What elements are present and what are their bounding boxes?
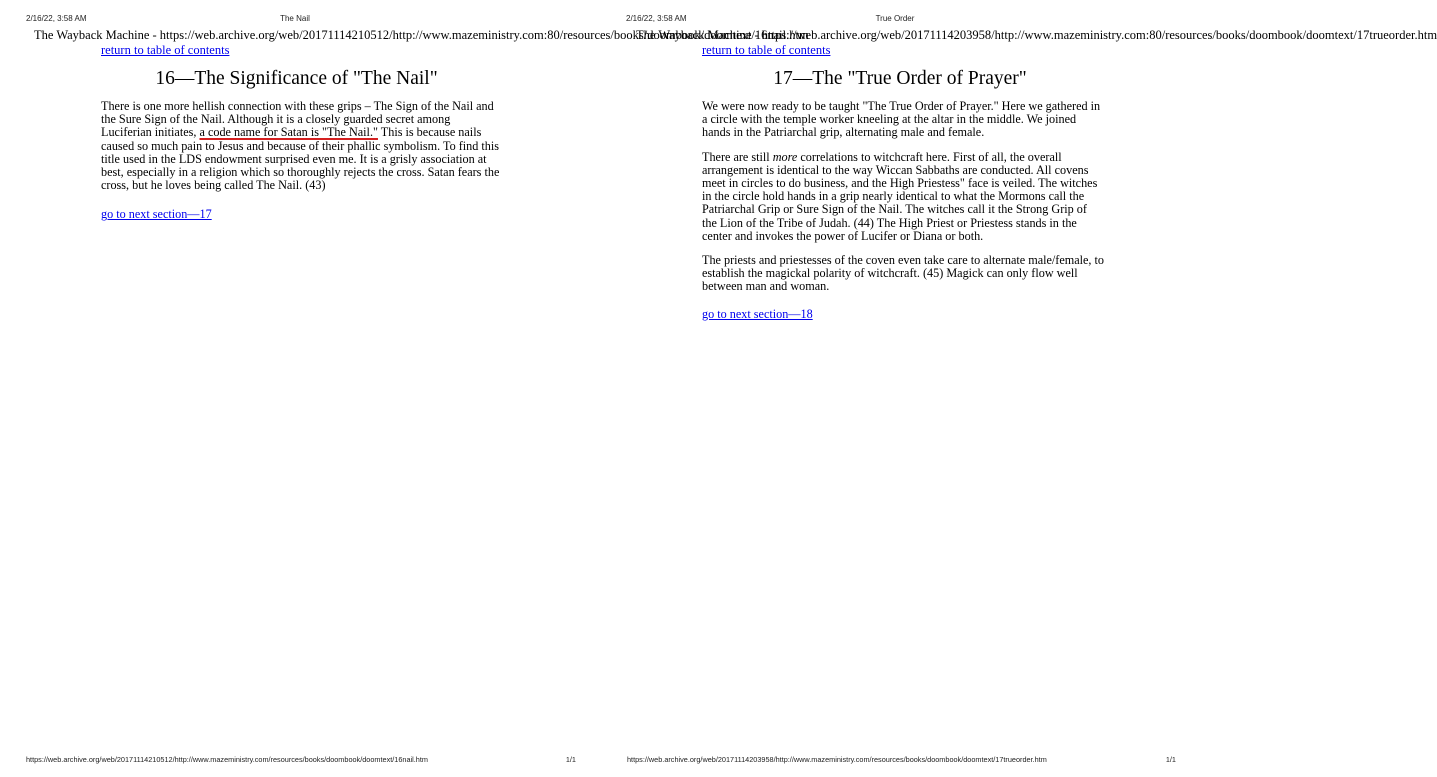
paragraph: The priests and priestesses of the coven even take care to alternate male/female, to establish the magickal polarity of witchcraft. (45) Magick can only flow well between man and woman. [702,253,1105,294]
paragraph: There are still more correlations to witchcraft here. First of all, the overall arrangement is identical to the way Wiccan Sabbaths are conducted. All covens meet in circles to do business, and the High Priestess" face is veiled. The witches in the circle hold hands in a grip nearly identical to what the Mormons call the Patriarchal Grip or Sure Sign of the Nail. The witches call it the Strong Grip of the Lion of the Tribe of Judah. (44) The High Priest or Priestess stands in the center and invokes the power of Lucifer or Diana or both. [702,149,1098,243]
red-underline-annotation: a code name for Satan is "The Nail." [199,125,378,140]
print-date: 2/16/22, 3:58 AM [26,14,87,23]
section-content [101,100,501,233]
next-section-link[interactable]: go to next section—17 [101,207,212,222]
return-toc-link[interactable]: return to table of contents [702,43,831,57]
paragraph: There is one more hellish connection with these grips – The Sign of the Nail and the Sure Sign of the Nail. Although it is a closely guarded secret among Luciferian initiates, a code name for Satan is "The Nail." This is because nails caused so much pain to Jesus and because of their phallic symbolism. To find this title used in the LDS endowment surprised even me. It is a grisly association at best, especially in a religion which so thoroughly rejects the cross. Satan fears the cross, but he loves being called The Nail. (43) [101,99,500,193]
print-page-title: The Nail [280,14,310,23]
print-page-title: True Order [875,14,915,23]
section-content [702,100,1104,332]
next-section-link[interactable]: go to next section—18 [702,306,813,321]
print-page-number: 1/1 [1165,755,1176,764]
printed-page-right [600,0,1437,777]
wayback-banner: The Wayback Machine - https://web.archive.org/web/20171114203958/http://www.mazeministry.com:80/resources/books/doombook/doomtext/17trueorder.htm [636,28,1437,42]
return-toc-link[interactable]: return to table of contents [101,43,230,57]
print-footer-url: https://web.archive.org/web/20171114203958/http://www.mazeministry.com/resources/books/doombook/doomtext/17trueorder.htm [627,755,1047,764]
wayback-banner: The Wayback Machine - https://web.archive.org/web/20171114210512/http://www.mazeministry.com:80/resources/books/doombook/doomtext/16nail.htm [34,28,809,42]
section-heading: 17—The "True Order of Prayer" [773,68,1027,89]
paragraph: We were now ready to be taught "The True Order of Prayer." Here we gathered in a circle with the temple worker kneeling at the altar in the middle. We joined hands in the Patriarchal grip, alternating male and female. [702,99,1101,140]
print-page-number: 1/1 [565,755,576,764]
print-footer-url: https://web.archive.org/web/20171114210512/http://www.mazeministry.com/resources/books/doombook/doomtext/16nail.htm [26,755,428,764]
section-heading: 16—The Significance of "The Nail" [155,68,438,89]
print-date: 2/16/22, 3:58 AM [626,14,687,23]
